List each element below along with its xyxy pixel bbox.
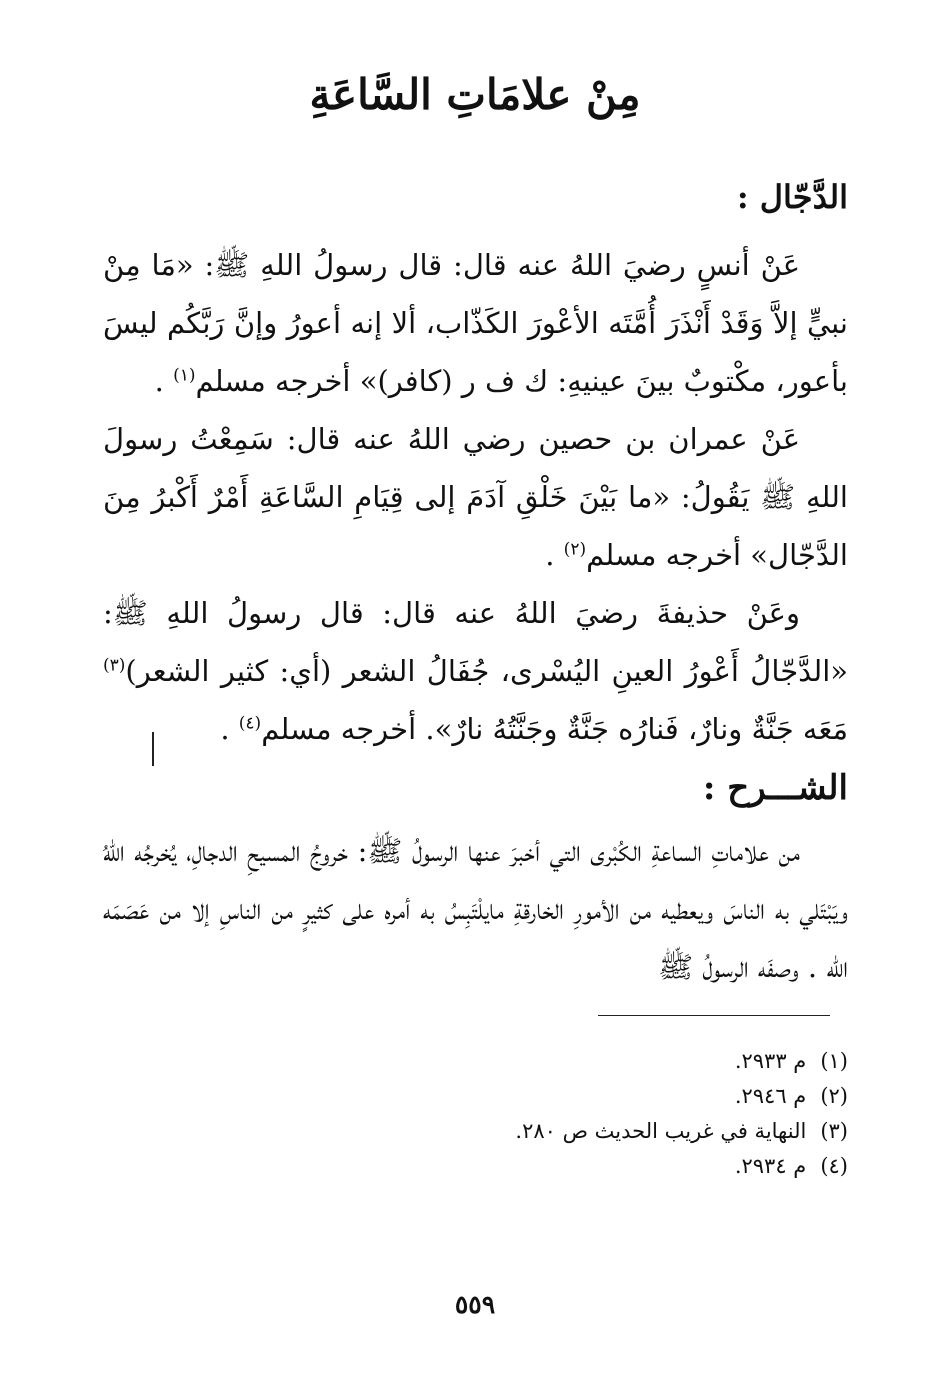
hadith-section xyxy=(103,236,848,758)
section-heading-dajjal: الدَّجّال : xyxy=(736,178,848,216)
footnote-item xyxy=(103,1149,848,1184)
footnote-text: م ٢٩٣٤. xyxy=(734,1154,807,1178)
hadith-paragraph-2 xyxy=(103,410,848,584)
hadith-end-3: . xyxy=(220,712,239,746)
hadith-paragraph-3 xyxy=(103,584,848,758)
footnote-number: (٣) xyxy=(820,1119,848,1143)
hadith-paragraph-1 xyxy=(103,236,848,410)
footnotes-list xyxy=(103,1044,848,1184)
footnote-number: (١) xyxy=(820,1049,848,1073)
footnote-text: م ٢٩٤٦. xyxy=(734,1084,807,1108)
footnote-number: (٢) xyxy=(820,1084,848,1108)
footnote-ref-3[interactable]: (٣) xyxy=(103,655,126,676)
footnote-item xyxy=(103,1044,848,1079)
footnote-item xyxy=(103,1079,848,1114)
hadith-text-3b: مَعَه جَنَّةٌ ونارٌ، فَنارُه جَنَّةٌ وجَنَّتُهُ نارٌ». أخرجه مسلم xyxy=(261,712,848,746)
page-number: ٥٥٩ xyxy=(454,1290,496,1319)
margin-mark xyxy=(152,732,154,766)
sharh-paragraph: من علاماتِ الساعةِ الكُبْرى التي أخبرَ عنها الرسولُ ﷺ: خروجُ المسيحِ الدجالِ، يُخرجُه اللهُ ويَبْتَلي به الناسَ ويعطيه من الأمورِ الخارقةِ مايلْتَبِسُ به أمره على كثيرٍ من الناسِ إلا من عَصَمَه الله . وصفَه الرسولُ ﷺ xyxy=(103,834,848,984)
page-title: مِنْ علامَاتِ السَّاعَةِ xyxy=(309,70,641,119)
section-heading-sharh: الشـــرح : xyxy=(702,768,848,808)
hadith-text-1: عَنْ أنسٍ رضيَ اللهُ عنه قال: قال رسولُ اللهِ ﷺ: «مَا مِنْ نبيٍّ إلاَّ وَقَدْ أَنْذَرَ أُمَّتَه الأعْورَ الكَذّاب، ألا إنه أعورُ وإنَّ رَبَّكُم ليسَ بأعور، مكْتوبٌ بينَ عينيهِ: ك ف ر (كافر)» أخرجه مسلم xyxy=(103,248,848,398)
footnote-ref-2[interactable]: (٢) xyxy=(563,539,587,560)
hadith-end-2: . xyxy=(545,538,564,572)
footnote-ref-1[interactable]: (١) xyxy=(173,365,196,386)
footnote-divider xyxy=(598,1015,830,1016)
footnote-text: النهاية في غريب الحديث ص ٢٨٠. xyxy=(515,1119,807,1143)
footnote-item xyxy=(103,1114,848,1149)
hadith-text-2: عَنْ عمران بن حصين رضي اللهُ عنه قال: سَمِعْتُ رسولَ اللهِ ﷺ يَقُولُ: «ما بَيْنَ خَلْقِ آدَمَ إلى قِيَامِ السَّاعَةِ أَمْرٌ أَكْبرُ مِنَ الدَّجّال» أخرجه مسلم xyxy=(103,422,848,572)
hadith-text-3a: وعَنْ حذيفةَ رضيَ اللهُ عنه قال: قال رسولُ اللهِ ﷺ: «الدَّجّالُ أَعْورُ العينِ اليُسْرى، جُفَالُ الشعر (أي: كثير الشعر) xyxy=(103,596,848,688)
sharh-section xyxy=(103,822,848,996)
footnote-text: م ٢٩٣٣. xyxy=(734,1049,807,1073)
hadith-end-1: . xyxy=(154,364,174,398)
footnote-ref-4[interactable]: (٤) xyxy=(238,713,262,734)
footnote-number: (٤) xyxy=(820,1154,848,1178)
